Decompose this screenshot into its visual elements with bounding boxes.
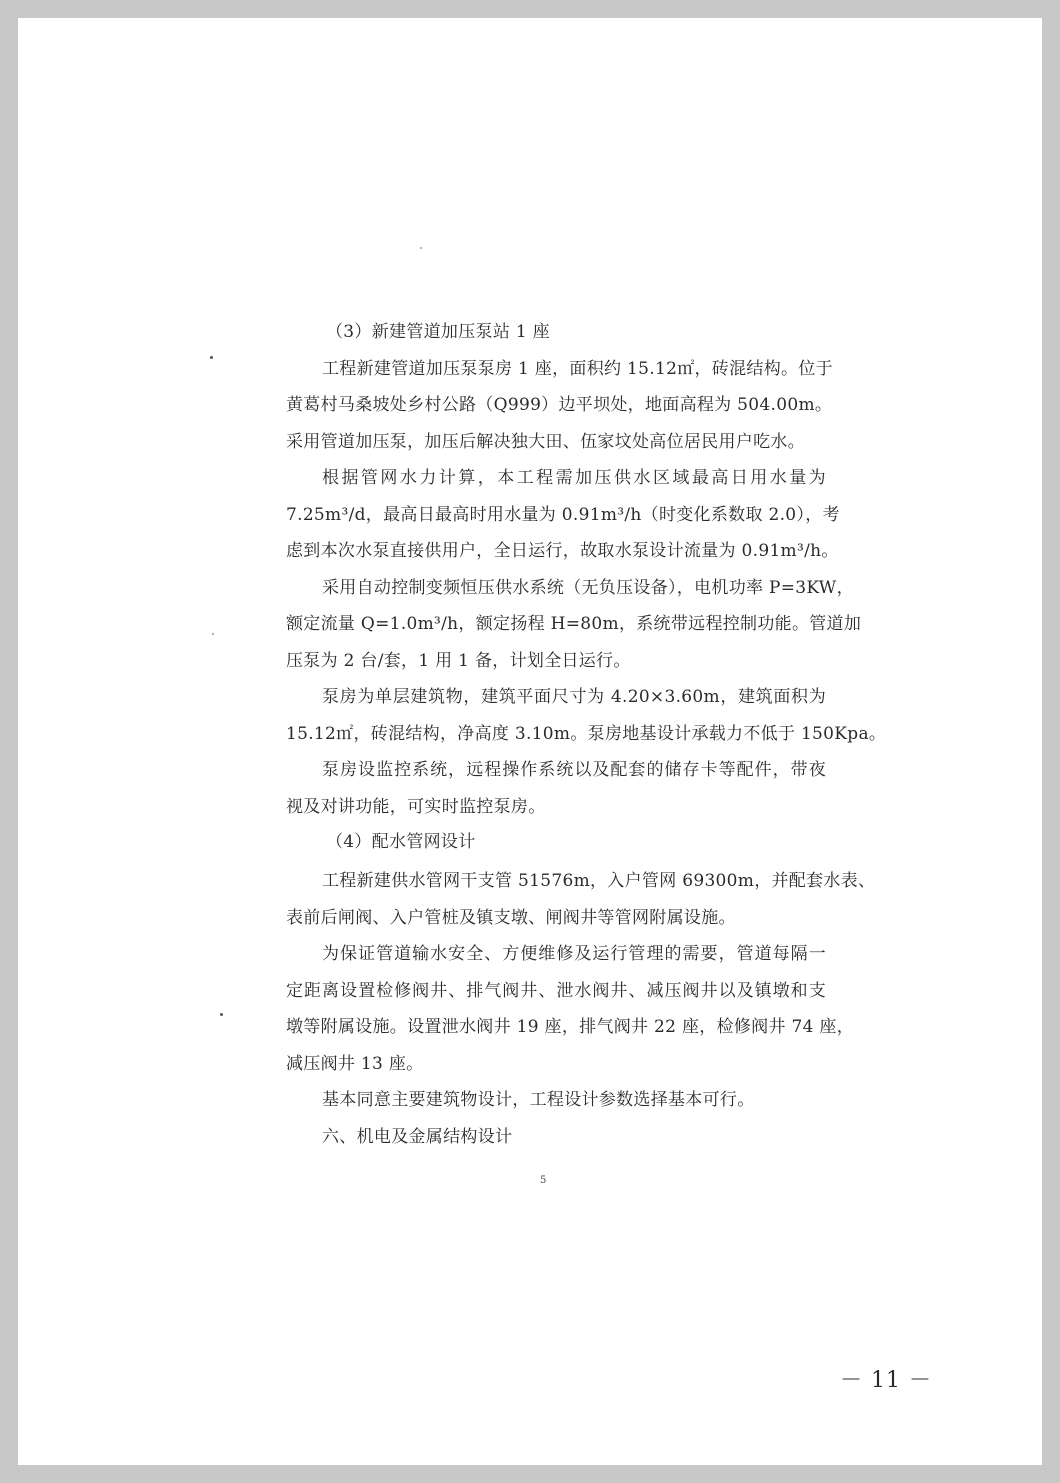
paragraph-line: 减压阀井 13 座。 <box>286 1053 424 1074</box>
paragraph-line: 根据管网水力计算，本工程需加压供水区域最高日用水量为 <box>322 468 826 488</box>
paragraph-line: 泵房设监控系统，远程操作系统以及配套的储存卡等配件，带夜 <box>322 760 826 780</box>
paragraph-line: 定距离设置检修阀井、排气阀井、泄水阀井、减压阀井以及镇墩和支 <box>286 980 826 1001</box>
paragraph-line: 15.12㎡，砖混结构，净高度 3.10m。泵房地基设计承载力不低于 150Kpa。 <box>286 723 887 744</box>
paragraph-line: 基本同意主要建筑物设计，工程设计参数选择基本可行。 <box>322 1090 755 1110</box>
section-heading-pump-station: （3）新建管道加压泵站 1 座 <box>326 322 550 342</box>
page-number: － 11 － <box>840 1368 932 1393</box>
scan-dot <box>212 633 214 635</box>
document-body <box>286 314 887 1155</box>
section-heading-pipe-network: （4）配水管网设计 <box>326 832 476 852</box>
paragraph-line: 墩等附属设施。设置泄水阀井 19 座，排气阀井 22 座，检修阀井 74 座， <box>286 1017 855 1037</box>
paragraph-line: 采用管道加压泵，加压后解决独大田、伍家坟处高位居民用户吃水。 <box>286 431 805 452</box>
paragraph-line: 为保证管道输水安全、方便维修及运行管理的需要，管道每隔一 <box>322 944 826 964</box>
paragraph-line: 黄葛村马桑坡处乡村公路（Q999）边平坝处，地面高程为 504.00m。 <box>286 395 833 415</box>
scan-dot <box>210 356 213 359</box>
paragraph-line: 工程新建供水管网干支管 51576m，入户管网 69300m，并配套水表、 <box>322 871 876 891</box>
inner-page-number: 5 <box>540 1175 547 1186</box>
paragraph-line: 虑到本次水泵直接供用户，全日运行，故取水泵设计流量为 0.91m³/h。 <box>286 541 839 561</box>
section-heading-mechanical: 六、机电及金属结构设计 <box>322 1126 513 1147</box>
paragraph-line: 表前后闸阀、入户管桩及镇支墩、闸阀井等管网附属设施。 <box>286 907 736 928</box>
paragraph-line: 额定流量 Q=1.0m³/h，额定扬程 H=80m，系统带远程控制功能。管道加 <box>286 614 862 634</box>
paragraph-line: 工程新建管道加压泵泵房 1 座，面积约 15.12㎡，砖混结构。位于 <box>322 358 833 379</box>
scan-dot <box>220 1013 223 1016</box>
scan-dot <box>420 247 422 249</box>
paragraph-line: 泵房为单层建筑物，建筑平面尺寸为 4.20×3.60m，建筑面积为 <box>322 687 826 707</box>
paragraph-line: 视及对讲功能，可实时监控泵房。 <box>286 796 546 817</box>
paragraph-line: 采用自动控制变频恒压供水系统（无负压设备），电机功率 P=3KW， <box>322 577 854 598</box>
paragraph-line: 7.25m³/d，最高日最高时用水量为 0.91m³/h（时变化系数取 2.0），考 <box>286 504 840 525</box>
paragraph-line: 压泵为 2 台/套，1 用 1 备，计划全日运行。 <box>286 650 631 671</box>
